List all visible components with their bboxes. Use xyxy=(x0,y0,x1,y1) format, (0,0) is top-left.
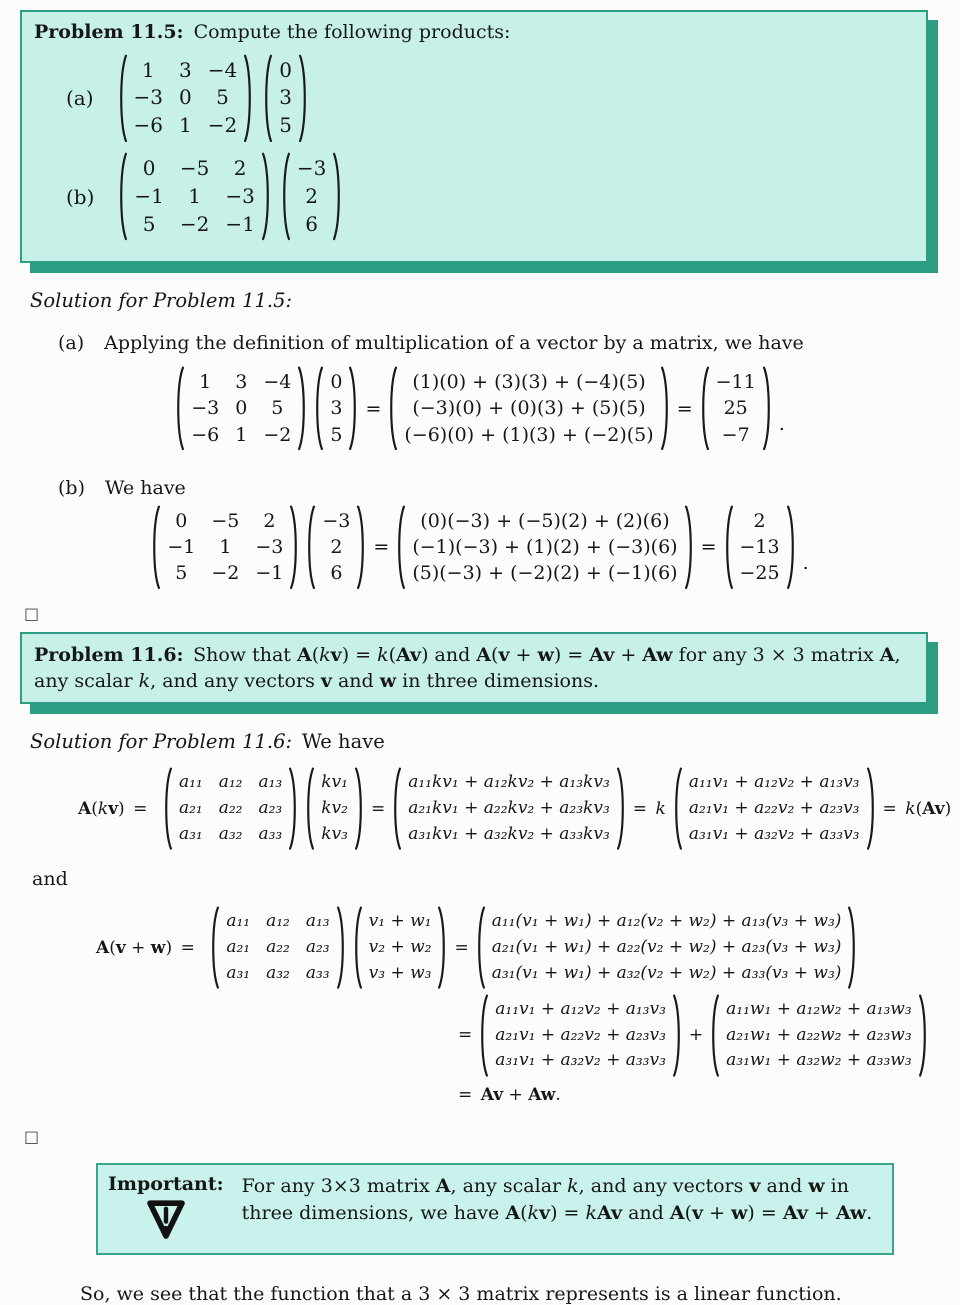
matrix-cell: 5 xyxy=(175,562,188,585)
math-text: A(kv) = xyxy=(78,798,156,819)
math-text: = k xyxy=(632,798,666,819)
matrix-cell: −1 xyxy=(167,536,196,559)
matrix-cell: a₂₂ xyxy=(218,797,243,818)
right-paren xyxy=(672,994,682,1077)
math-text: Problem 11.6: Show that A(kv) = k(Av) and A(v + w) = Av + Aw for any 3 × 3 matrix A, any scalar k, and any vectors v and w in three dimensions. xyxy=(34,643,901,692)
matrix-cell: a₁₁kv₁ + a₁₂kv₂ + a₁₃kv₃ xyxy=(408,772,610,793)
matrix-cell: −1 xyxy=(225,211,255,236)
left-paren xyxy=(700,366,710,451)
matrix-cell: (0)(−3) + (−5)(2) + (2)(6) xyxy=(420,509,670,532)
end-of-solution-marker: □ xyxy=(24,603,40,623)
matrix-cell: a₃₃ xyxy=(258,823,283,844)
part-a-tag: (a) xyxy=(66,86,94,111)
matrix xyxy=(151,505,299,590)
left-paren xyxy=(479,994,489,1077)
matrix-cell: −5 xyxy=(179,156,210,181)
matrix-cell: (−3)(0) + (0)(3) + (5)(5) xyxy=(412,397,646,420)
equation-a-v-plus-w-line1 xyxy=(96,906,940,989)
right-paren xyxy=(684,505,694,590)
right-paren xyxy=(298,54,308,143)
left-paren xyxy=(118,152,128,241)
matrix-cell: −1 xyxy=(134,184,164,209)
math-text: = k(Av) xyxy=(882,798,952,819)
matrix xyxy=(210,906,345,989)
equation-a-kv xyxy=(78,767,952,850)
math-text: = xyxy=(458,1025,473,1046)
matrix-cell: v₁ + w₁ xyxy=(368,911,432,932)
part-b-product xyxy=(118,152,342,241)
matrix-cell: 5 xyxy=(271,397,284,420)
matrix-cell: −25 xyxy=(739,562,780,585)
left-paren xyxy=(353,906,363,989)
matrix xyxy=(281,152,342,241)
right-paren xyxy=(786,505,796,590)
matrix-cell: −2 xyxy=(263,423,292,446)
matrix-cell: a₁₁v₁ + a₁₂v₂ + a₁₃v₃ xyxy=(688,772,860,793)
right-paren xyxy=(261,152,271,241)
matrix xyxy=(118,54,254,143)
right-paren xyxy=(336,906,346,989)
right-paren xyxy=(243,54,253,143)
right-paren xyxy=(297,366,307,451)
left-paren xyxy=(314,366,324,451)
math-text: = xyxy=(370,798,386,819)
matrix-cell: −6 xyxy=(133,112,164,137)
problem-11-5-label: Problem 11.5: xyxy=(34,21,184,43)
math-text: = Av + Aw. xyxy=(458,1084,561,1105)
matrix-cell: kv₃ xyxy=(321,823,348,844)
left-paren xyxy=(175,366,185,451)
matrix-cell: a₁₁w₁ + a₁₂w₂ + a₁₃w₃ xyxy=(726,998,912,1019)
matrix-cell: a₃₃ xyxy=(305,962,330,983)
math-text: = xyxy=(365,397,382,420)
math-text: Solution for Problem 11.6: We have xyxy=(30,729,385,753)
math-text: For any 3×3 matrix A, any scalar k, and any vectors v and w in three dimensions, we have A(kv) = kAv and A(v + w) = Av + Aw. xyxy=(241,1174,873,1224)
solution-11-6-heading xyxy=(30,730,940,753)
matrix xyxy=(396,505,693,590)
problem-11-5-statement: Compute the following products: xyxy=(193,21,511,43)
matrix-cell: 0 xyxy=(142,156,156,181)
matrix-cell: −3 xyxy=(133,85,164,110)
matrix-cell: a₁₃ xyxy=(305,911,330,932)
right-paren xyxy=(354,767,364,850)
closing-sentence: So, we see that the function that a 3 × 3 matrix represents is a linear function. xyxy=(80,1282,842,1305)
left-paren xyxy=(305,767,315,850)
matrix xyxy=(314,366,358,451)
left-paren xyxy=(724,505,734,590)
matrix-cell: (−1)(−3) + (1)(2) + (−3)(6) xyxy=(412,536,678,559)
matrix xyxy=(263,54,308,143)
solution-11-5-heading xyxy=(30,289,940,312)
matrix-cell: a₂₁v₁ + a₂₂v₂ + a₂₃v₃ xyxy=(688,797,860,818)
equation-11-5b xyxy=(20,505,940,590)
matrix-cell: 1 xyxy=(235,423,248,446)
left-paren xyxy=(392,767,402,850)
right-paren xyxy=(918,994,928,1077)
left-paren xyxy=(281,152,291,241)
matrix-cell: a₂₁(v₁ + w₁) + a₂₂(v₂ + w₂) + a₂₃(v₃ + w₃) xyxy=(491,937,842,958)
equation-11-5a xyxy=(20,366,940,451)
matrix-cell: a₃₁v₁ + a₃₂v₂ + a₃₃v₃ xyxy=(688,823,860,844)
matrix-cell: −3 xyxy=(255,536,284,559)
problem-11-6-statement xyxy=(34,642,914,694)
left-paren xyxy=(163,767,173,850)
matrix-cell: (−6)(0) + (1)(3) + (−2)(5) xyxy=(404,423,654,446)
end-of-solution-marker: □ xyxy=(24,1126,40,1146)
matrix-cell: −5 xyxy=(211,509,240,532)
matrix-cell: a₃₁v₁ + a₃₂v₂ + a₃₃v₃ xyxy=(495,1050,666,1071)
equation-a-v-plus-w-line2 xyxy=(458,994,940,1077)
right-paren xyxy=(289,505,299,590)
right-paren xyxy=(847,906,857,989)
matrix-cell: a₃₂ xyxy=(266,962,290,983)
matrix-cell: 2 xyxy=(330,536,343,559)
equation-a-v-plus-w-line3 xyxy=(458,1085,940,1105)
matrix-cell: 5 xyxy=(216,85,229,110)
matrix-cell: a₂₃ xyxy=(258,797,283,818)
left-paren xyxy=(710,994,720,1077)
important-label-column xyxy=(108,1173,224,1243)
matrix-cell: a₂₁kv₁ + a₂₂kv₂ + a₂₃kv₃ xyxy=(408,797,610,818)
matrix-cell: −6 xyxy=(191,423,220,446)
left-paren xyxy=(263,54,273,143)
matrix-cell: 3 xyxy=(235,371,248,394)
matrix-cell: −3 xyxy=(225,184,255,209)
right-paren xyxy=(356,505,366,590)
matrix-cell: a₁₂ xyxy=(218,772,243,793)
matrix-cell: a₁₁v₁ + a₁₂v₂ + a₁₃v₃ xyxy=(495,998,666,1019)
right-paren xyxy=(437,906,447,989)
right-paren xyxy=(288,767,298,850)
matrix-cell: −1 xyxy=(255,562,284,585)
matrix-cell: 0 xyxy=(279,57,292,82)
matrix-cell: 5 xyxy=(142,211,156,236)
matrix-cell: a₃₁w₁ + a₃₂w₂ + a₃₃w₃ xyxy=(726,1050,912,1071)
matrix-cell: a₃₁(v₁ + w₁) + a₃₂(v₂ + w₂) + a₃₃(v₃ + w₃) xyxy=(491,962,842,983)
matrix-cell: 2 xyxy=(263,509,276,532)
part-b-tag: (b) xyxy=(66,184,95,209)
matrix-cell: 1 xyxy=(219,536,232,559)
matrix-cell: −2 xyxy=(179,211,210,236)
matrix-cell: 2 xyxy=(305,184,318,209)
matrix-cell: 0 xyxy=(330,371,343,394)
matrix-cell: a₂₃ xyxy=(305,937,330,958)
left-paren xyxy=(673,767,683,850)
matrix-cell: 1 xyxy=(199,371,212,394)
right-paren xyxy=(332,152,342,241)
matrix-cell: a₁₁(v₁ + w₁) + a₁₂(v₂ + w₂) + a₁₃(v₃ + w₃) xyxy=(491,911,842,932)
matrix-cell: a₁₃ xyxy=(258,772,283,793)
matrix-cell: v₃ + w₃ xyxy=(368,962,432,983)
matrix-cell: a₁₂ xyxy=(266,911,290,932)
matrix-cell: a₃₁ xyxy=(178,823,203,844)
matrix-cell: 5 xyxy=(330,423,343,446)
left-paren xyxy=(306,505,316,590)
matrix-cell: 1 xyxy=(188,184,202,209)
matrix-cell: a₂₁ xyxy=(226,937,251,958)
matrix-cell: a₁₁ xyxy=(178,772,203,793)
matrix-cell: 6 xyxy=(305,211,318,236)
left-paren xyxy=(476,906,486,989)
solution-11-5-part-b-line xyxy=(58,477,940,499)
matrix-cell: a₃₂ xyxy=(218,823,243,844)
part-a-text: Applying the definition of multiplication of a vector by a matrix, we have xyxy=(104,332,804,355)
left-paren xyxy=(388,366,398,451)
matrix xyxy=(175,366,307,451)
matrix xyxy=(724,505,796,590)
matrix-cell: 0 xyxy=(179,85,192,110)
right-paren xyxy=(660,366,670,451)
matrix-cell: a₂₁v₁ + a₂₂v₂ + a₂₃v₃ xyxy=(495,1024,666,1045)
matrix-cell: 3 xyxy=(179,57,192,82)
part-b-tag: (b) xyxy=(58,476,85,499)
matrix-cell: −2 xyxy=(211,562,240,585)
matrix-cell: a₃₁kv₁ + a₃₂kv₂ + a₃₃kv₃ xyxy=(408,823,610,844)
problem-11-5-box xyxy=(20,10,928,263)
part-a-tag: (a) xyxy=(58,332,85,355)
math-text: . xyxy=(802,551,809,574)
matrix-cell: 6 xyxy=(330,562,343,585)
matrix xyxy=(118,152,270,241)
matrix-cell: 2 xyxy=(233,156,247,181)
matrix-cell: kv₁ xyxy=(321,772,348,793)
math-text: = xyxy=(373,536,390,559)
matrix xyxy=(163,767,298,850)
math-text: . xyxy=(778,412,785,435)
right-paren xyxy=(616,767,626,850)
matrix xyxy=(476,906,858,989)
matrix xyxy=(700,366,772,451)
matrix-cell: −7 xyxy=(721,423,750,446)
matrix-cell: a₂₂ xyxy=(266,937,290,958)
matrix-cell: −3 xyxy=(322,509,351,532)
matrix-cell: −13 xyxy=(739,536,780,559)
right-paren xyxy=(762,366,772,451)
matrix xyxy=(306,505,366,590)
matrix xyxy=(673,767,876,850)
math-text: Solution for Problem 11.5: xyxy=(30,289,293,313)
matrix-cell: 0 xyxy=(235,397,248,420)
matrix-cell: −3 xyxy=(296,156,327,181)
matrix-cell: 3 xyxy=(330,397,343,420)
matrix-cell: (5)(−3) + (−2)(2) + (−1)(6) xyxy=(412,562,678,585)
problem-11-5-part-b xyxy=(66,152,914,241)
problem-11-6-box xyxy=(20,632,928,704)
math-text: + xyxy=(688,1025,704,1046)
math-text: A(v + w) = xyxy=(96,937,204,958)
matrix-cell: −11 xyxy=(715,371,756,394)
matrix xyxy=(305,767,364,850)
matrix-cell: kv₂ xyxy=(321,797,348,818)
matrix-cell: a₂₁w₁ + a₂₂w₂ + a₂₃w₃ xyxy=(726,1024,912,1045)
matrix-cell: 1 xyxy=(141,57,155,82)
connector-and: and xyxy=(32,868,68,891)
matrix-cell: −2 xyxy=(207,112,238,137)
left-paren xyxy=(118,54,128,143)
important-text xyxy=(242,1173,882,1243)
matrix-cell: (1)(0) + (3)(3) + (−4)(5) xyxy=(412,371,646,394)
right-paren xyxy=(866,767,876,850)
matrix xyxy=(392,767,626,850)
solution-11-5-part-a-line xyxy=(58,332,940,354)
part-a-product xyxy=(118,54,308,143)
important-label: Important: xyxy=(108,1172,224,1195)
matrix xyxy=(353,906,448,989)
important-callout xyxy=(96,1163,894,1255)
matrix-cell: −4 xyxy=(207,57,238,82)
matrix-cell: −3 xyxy=(191,397,220,420)
left-paren xyxy=(396,505,406,590)
matrix-cell: 3 xyxy=(279,85,292,110)
matrix-cell: a₁₁ xyxy=(226,911,251,932)
right-paren xyxy=(348,366,358,451)
matrix-cell: 5 xyxy=(279,112,292,137)
warning-triangle-icon xyxy=(142,1197,190,1243)
left-paren xyxy=(151,505,161,590)
matrix-cell: a₂₁ xyxy=(178,797,203,818)
problem-11-5-part-a xyxy=(66,54,914,143)
matrix xyxy=(479,994,682,1077)
matrix-cell: 2 xyxy=(753,509,766,532)
matrix xyxy=(388,366,669,451)
matrix-cell: v₂ + w₂ xyxy=(368,937,432,958)
matrix-cell: −4 xyxy=(263,371,292,394)
problem-11-5-head xyxy=(34,20,914,46)
matrix xyxy=(710,994,928,1077)
matrix-cell: 1 xyxy=(179,112,192,137)
matrix-cell: a₃₁ xyxy=(226,962,251,983)
math-text: = xyxy=(454,937,469,958)
math-text: = xyxy=(676,397,693,420)
left-paren xyxy=(210,906,220,989)
math-text: = xyxy=(700,536,717,559)
matrix-cell: 25 xyxy=(723,397,748,420)
matrix-cell: 0 xyxy=(175,509,188,532)
part-b-text: We have xyxy=(105,476,186,499)
